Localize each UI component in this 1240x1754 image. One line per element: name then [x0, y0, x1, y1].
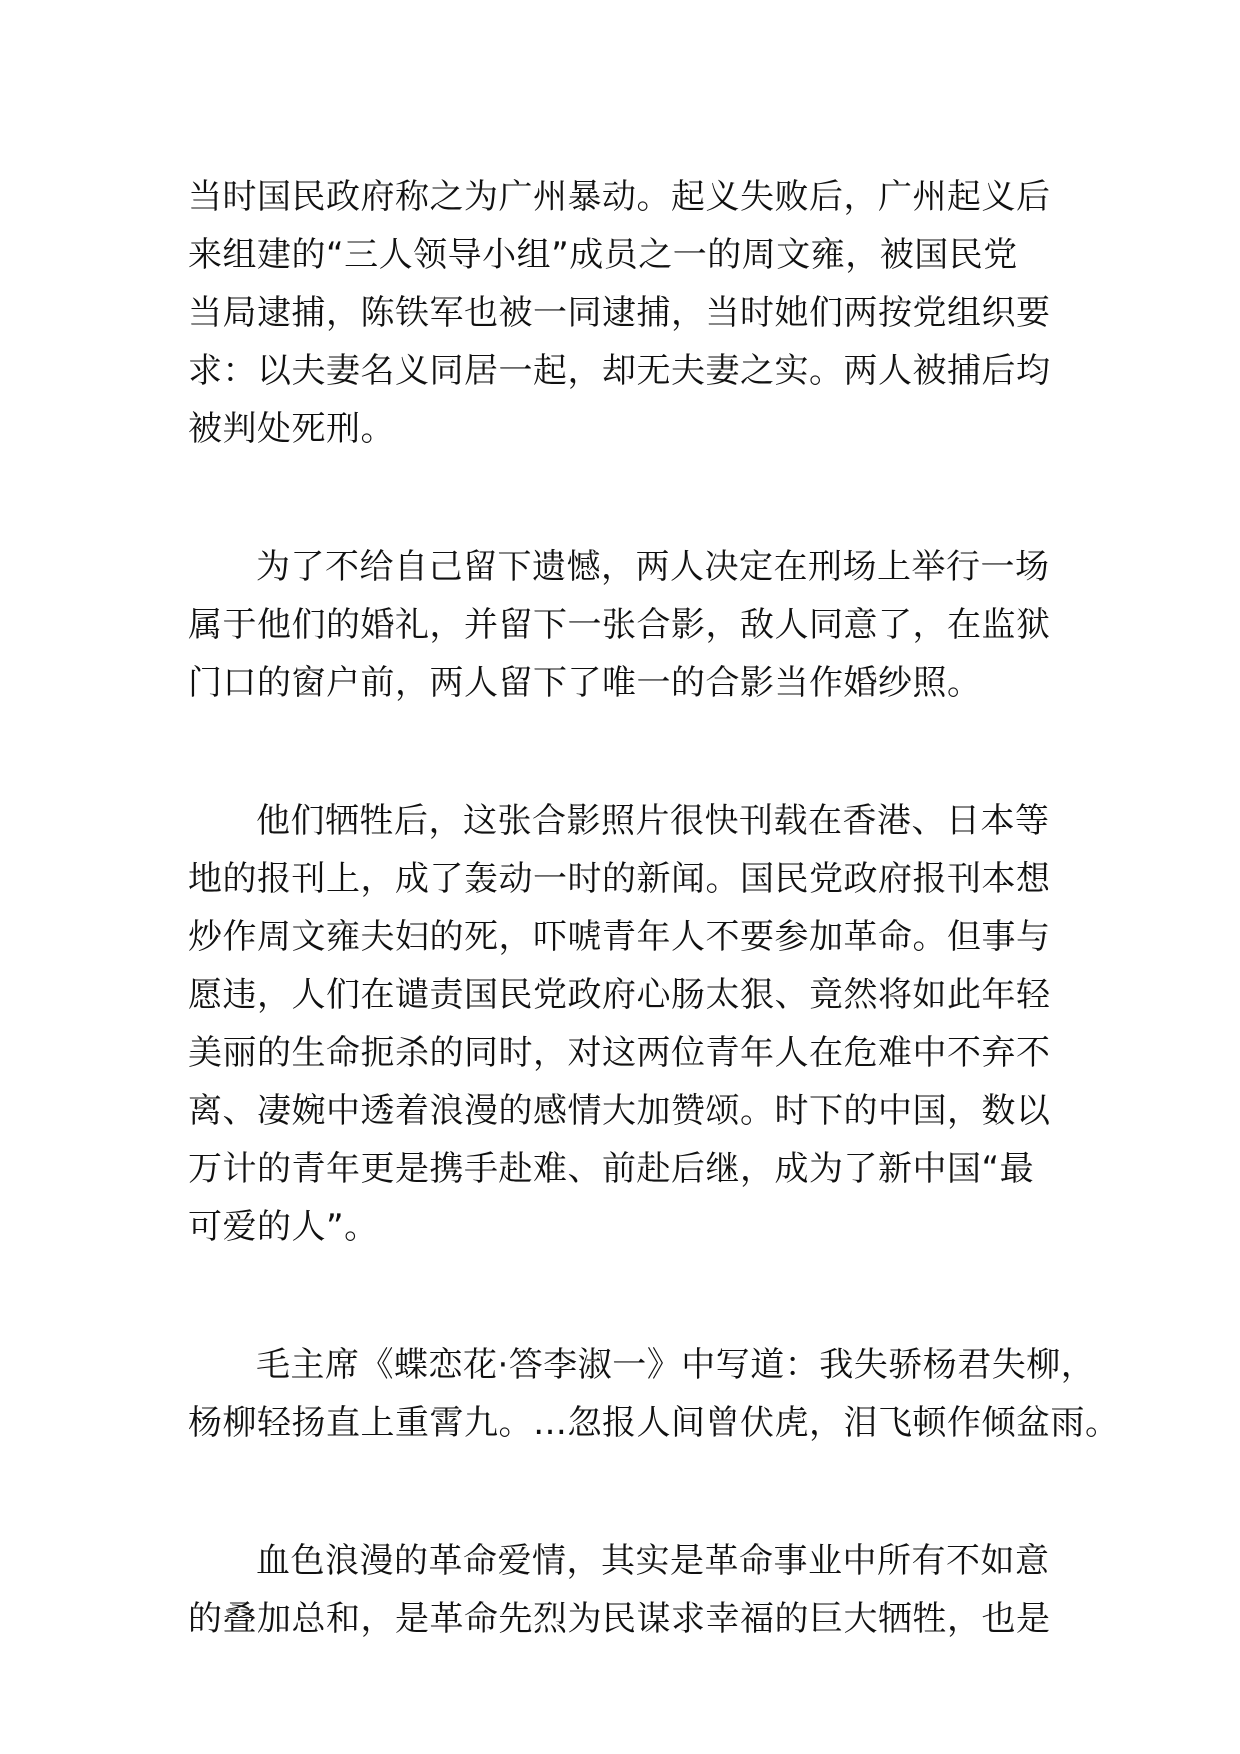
paragraph-3-line-4: 愿违，人们在谴责国民党政府心肠太狠、竟然将如此年轻 [188, 975, 1051, 1015]
paragraph-3 [188, 792, 1078, 1256]
paragraph-5 [188, 1532, 1078, 1648]
paragraph-4-line-1: 毛主席《蝶恋花·答李淑一》中写道：我失骄杨君失柳， [256, 1345, 1096, 1385]
paragraph-4-line-2: 杨柳轻扬直上重霄九。…忽报人间曾伏虎，泪飞顿作倾盆雨。 [188, 1403, 1120, 1443]
paragraph-1-line-2: 来组建的“三人领导小组”成员之一的周文雍，被国民党 [188, 235, 1018, 275]
paragraph-1-line-5: 被判处死刑。 [188, 409, 395, 449]
paragraph-3-line-8: 可爱的人”。 [188, 1207, 379, 1247]
paragraph-spacer [188, 1452, 1078, 1532]
paragraph-3-line-7: 万计的青年更是携手赴难、前赴后继，成为了新中国“最 [188, 1149, 1035, 1189]
paragraph-5-line-2: 的叠加总和，是革命先烈为民谋求幸福的巨大牺牲，也是 [188, 1599, 1051, 1639]
paragraph-2-line-1: 为了不给自己留下遗憾，两人决定在刑场上举行一场 [256, 547, 1050, 587]
paragraph-3-line-5: 美丽的生命扼杀的同时，对这两位青年人在危难中不弃不 [188, 1033, 1051, 1073]
paragraph-3-line-6: 离、凄婉中透着浪漫的感情大加赞颂。时下的中国，数以 [188, 1091, 1051, 1131]
paragraph-2 [188, 538, 1078, 712]
paragraph-1-line-3: 当局逮捕，陈铁军也被一同逮捕，当时她们两按党组织要 [188, 293, 1051, 333]
paragraph-3-line-3: 炒作周文雍夫妇的死，吓唬青年人不要参加革命。但事与 [188, 917, 1051, 957]
paragraph-1-line-1: 当时国民政府称之为广州暴动。起义失败后，广州起义后 [188, 177, 1051, 217]
paragraph-3-line-1: 他们牺牲后，这张合影照片很快刊载在香港、日本等 [256, 801, 1050, 841]
paragraph-1 [188, 168, 1078, 458]
paragraph-2-line-3: 门口的窗户前，两人留下了唯一的合影当作婚纱照。 [188, 663, 982, 703]
document-body [188, 168, 1120, 1648]
paragraph-5-line-1: 血色浪漫的革命爱情，其实是革命事业中所有不如意 [256, 1541, 1050, 1581]
paragraph-1-line-4: 求：以夫妻名义同居一起，却无夫妻之实。两人被捕后均 [188, 351, 1051, 391]
paragraph-2-line-2: 属于他们的婚礼，并留下一张合影，敌人同意了，在监狱 [188, 605, 1051, 645]
paragraph-4 [188, 1336, 1120, 1452]
paragraph-spacer [188, 712, 1078, 792]
paragraph-spacer [188, 1256, 1078, 1336]
paragraph-spacer [188, 458, 1078, 538]
paragraph-3-line-2: 地的报刊上，成了轰动一时的新闻。国民党政府报刊本想 [188, 859, 1051, 899]
